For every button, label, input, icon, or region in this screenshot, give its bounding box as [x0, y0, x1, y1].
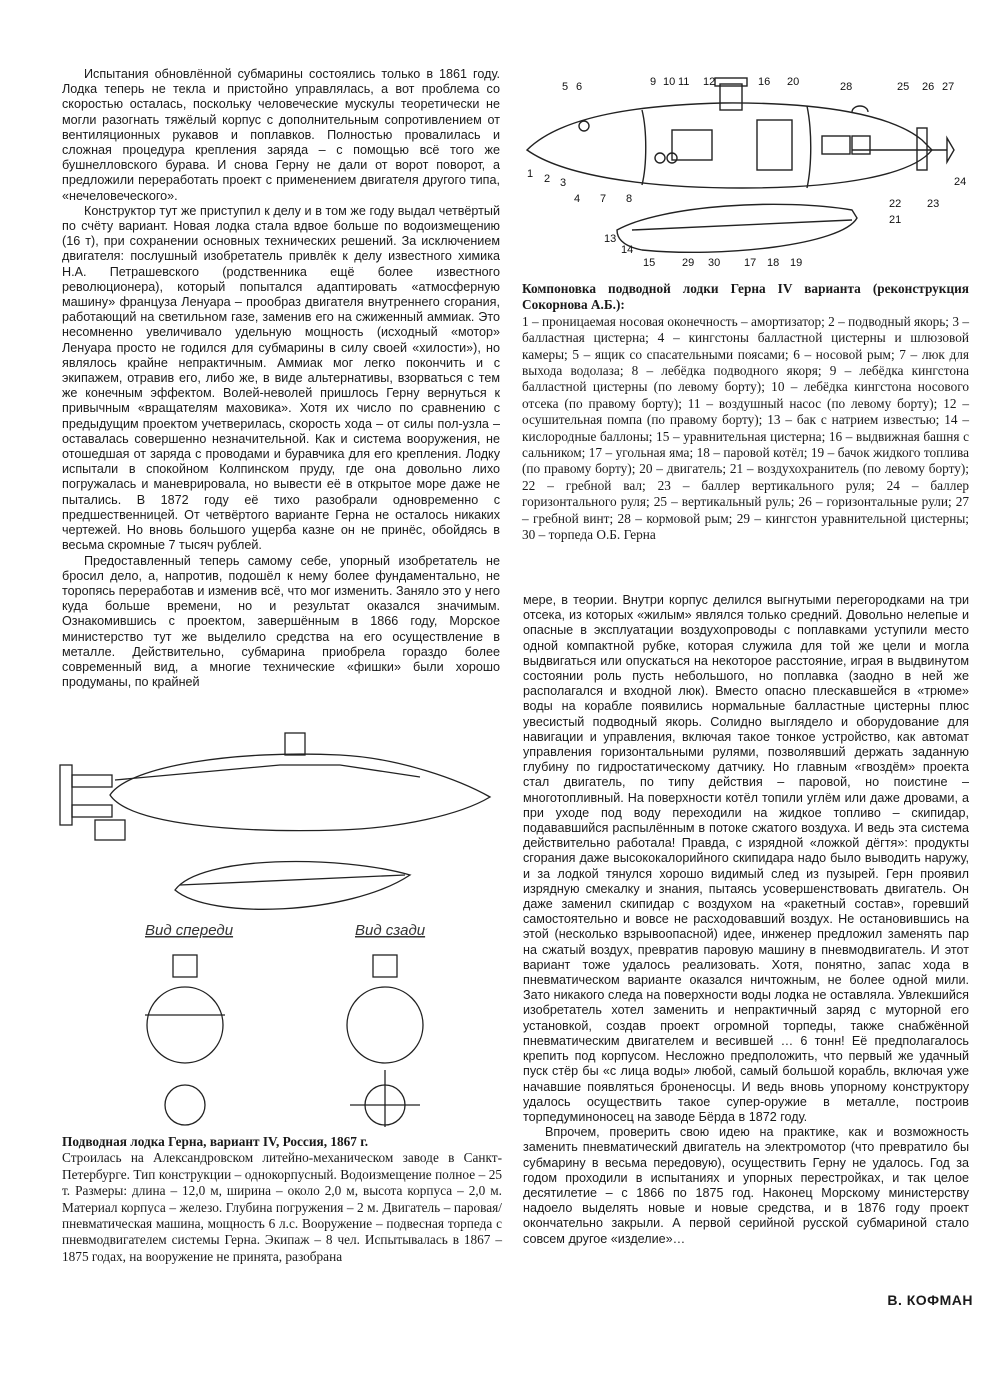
caption-title: Компоновка подводной лодки Герна IV варианта (реконструкция Сокорнова А.Б.): [522, 281, 969, 313]
callout-label: 19 [790, 257, 803, 269]
submarine-layout-drawing [522, 70, 972, 275]
callout-label: 1 [527, 168, 534, 180]
rear-view-hull [347, 987, 423, 1063]
front-view-label: Вид спереди [145, 922, 234, 939]
author-signature: В. КОФМАН [887, 1292, 973, 1308]
callout-label: 9 [650, 76, 657, 88]
callout-label: 7 [600, 193, 607, 205]
callout-label: 14 [621, 244, 634, 256]
article-left-column [62, 67, 500, 690]
callout-label: 20 [787, 76, 800, 88]
callout-label: 3 [560, 177, 567, 189]
callout-label: 11 [678, 76, 690, 88]
callout-label: 22 [889, 198, 902, 210]
callout-label: 5 [562, 81, 569, 93]
views-caption [62, 1134, 502, 1265]
callout-label: 8 [626, 193, 633, 205]
layout-caption [522, 281, 969, 544]
torpedo-outline [617, 204, 857, 252]
callout-label: 18 [767, 257, 780, 269]
callout-label: 28 [840, 81, 853, 93]
callout-label: 25 [897, 81, 910, 93]
layout-svg [522, 70, 972, 275]
callout-label: 17 [744, 257, 757, 269]
paragraph: Впрочем, проверить свою идею на практике, как и возможность заменить пневматический двигатель на электромотор (что превратило бы субмарину в весьма передовую), осуществить Герну не удалось. Год за годом проходили в испытаниях и упорных перестройках, и так целое десятилетие – с 1866 по 1875 год. Наконец Морскому министерству надоело выделять новые и новые средства, и в 1876 году проект окончательно закрыли. А первой серийной русской субмариной стало совсем другое «изделие»… [523, 1125, 969, 1246]
callout-label: 29 [682, 257, 695, 269]
paragraph: Конструктор тут же приступил к делу и в том же году выдал четвёртый по счёту вариант. Новая лодка стала вдвое больше по водоизмещению (16 т), при сохранении основных технических решений. За исключением двигателя: послушный изобретатель привлёк к делу известного химика Н.А. Петрашевского (родственника ещё более известного революционера), который попытался адаптировать «атмосферную машину» француза Ленуара – прообраз двигателя внутреннего сгорания, работающий на светильном газе, заменив его на сжиженный аммиак. Это несомненно увеличивало удельную мощность (исходный «мотор» Ленуара просто не годился для субмарины в силу своей «хилости»), но являлось крайне непрактичным. Аммиак мог легко покончить и с экипажем, отравив его, либо же, в виде альтернативы, взорваться с тем же конечным эффектом. Волей-неволей пришлось Герну вернуться к привычным «вращателям маховика». Хотя их число по сравнению с предыдущим проектом учетверилась, скорость хода – от силы пол-узла – оставалась совершенно незначительной. Как и система вооружения, не отошедшая от заряда с проводами и буравчика для его крепления. Лодку испытали в спокойном Колпинском пруду, где она довольно лихо погружалась и маневрировала, но вывести её в открытое море даже не пытались. В 1872 году её тихо разобрали одновременно с предшественницей. От четвёртого варианте Герна не осталось никаких чертежей. Но вновь большого ущерба казне он не принёс, обойдясь в весьма скромные 7 тысяч рублей. [62, 203, 500, 553]
callout-label: 30 [708, 257, 721, 269]
caption-body: Строилась на Александровском литейно-механическом заводе в Санкт-Петербурге. Тип конструкции – однокорпусный. Водоизмещение полное – 25 т. Размеры: длина – 12,0 м, ширина – около 2,0 м, высота корпуса – 2,0 м. Материал корпуса – железо. Глубина погружения – 2 м. Двигатель – паровая/пневматическая машина, мощность 6 л.с. Вооружение – подвесная торпеда с пневмодвигателем системы Герна. Экипаж – 8 чел. Испытывалась в 1867 – 1875 годах, на вооружение не принята, разобрана [62, 1150, 502, 1264]
callout-label: 16 [758, 76, 771, 88]
callout-label: 24 [954, 176, 967, 188]
callout-label: 4 [574, 193, 581, 205]
caption-body: 1 – проницаемая носовая оконечность – амортизатор; 2 – подводный якорь; 3 – балластная цистерна; 4 – кингстоны балластной цистерны и шлюзовой камеры; 5 – ящик со спасательными поясами; 6 – носовой рым; 7 – люк для выхода водолаза; 8 – лебёдка подводного якоря; 9 – лебёдка кингстона балластной цистерны (по левому борту); 10 – лебёдка кингстона носового отсека (по правому борту); 11 – воздушный насос (по левому борту); 12 – осушительная помпа (по правому борту); 13 – бак с натрием известью; 14 – кислородные баллоны; 15 – уравнительная цистерна; 16 – выдвижная башня с сальником; 17 – угольная яма; 18 – паровой котёл; 19 – бачок жидкого топлива (по правому борту); 20 – двигатель; 21 – воздухохранитель (по левому борту); 22 – гребной вал; 23 – баллер вертикального руля; 24 – баллер горизонтального руля; 25 – вертикальный руль; 26 – горизонтальные рули; 27 – гребной винт; 28 – кормовой рым; 29 – кингстон уравнительной цистерны; 30 – торпеда О.Б. Герна [522, 313, 969, 543]
paragraph: мере, в теории. Внутри корпус делился выгнутыми перегородками на три отсека, из которых «жилым» являлся только средний. Довольно нелепые и опасные в эксплуатации воздухопроводы с поплавками уступили место одной компактной рубке, которая служила для той же цели и могла выдвигаться или опускаться на некоторое расстояние, играя в выдвинутом состоянии роль пусть небольшого, но поплавка (заодно в ней же располагался и входной люк). Вместо опасно плескавшейся в «трюме» воды на корабле появились нормальные балластные цистерны плюс увесистый подводный якорь. Солидно выглядело и оборудование для навигации и управления, включая такое тонкое устройство, как автомат управления горизонтальными рулями, позволявший держать заданную глубину по гидростатическому датчику. Но главным «гвоздём» проекта стал двигатель, по типу действия – паровой, но поистине – многотопливный. На поверхности котёл топили углём или даже дровами, а при уходе под воду переходили на жидкое топливо – скипидар, подававшийся распылённым в потоке сжатого воздуха. И ведь эта система действительно работала! Правда, с изрядной «ложкой дёгтя»: продукты сгорания даже высококалорийного скипидара надо было выводить наружу, и за лодкой тянулся хорошо видимый след из пузырей. Герн проявил изрядную смекалку и знания, пытаясь усовершенствовать двигатель. Он даже заменил скипидар с воздухом на «ракетный состав», горевший самостоятельно и вовсе не расходовавший воздух. Не остановившись на этой (несколько взрывоопасной) идее, инженер предложил заменять пар на сжатый воздух, превратив паровую машину в пневмодвигатель. И этот вариант тоже удалось реализовать. Хотя, понятно, запас хода в пневматическом варианте оказался ничтожным, не более одной мили. Зато никакого следа на поверхности воды лодка не оставляла. Увлекшийся изобретатель хотел заменить и непрактичный заряд с муторной его установкой, создав проект огромной торпеды, также снабжённой пневматическим двигателем и весившей … 6 тонн! Её предполагалось крепить под корпусом. Несложно предположить, что первый же удачный пуск стёр бы «с лица воды» любой, самый большой корабль, включая уже начавшие появляться броненосцы. И ведь вновь упорному конструктору удалось осуществить такое супер-оружие в металле, построив торпедуминоносец на заводе Бёрда в 1872 году. [523, 593, 969, 1124]
callout-label: 12 [703, 76, 716, 88]
callout-label: 10 [663, 76, 676, 88]
views-svg [40, 725, 505, 1130]
hull-outline [527, 103, 932, 188]
callout-label: 15 [643, 257, 656, 269]
paragraph: Предоставленный теперь самому себе, упорный изобретатель не бросил дело, а, напротив, подошёл к нему более фундаментально, не торопясь переработав и изменив всё, что мог изменить. Заняло это у него куда больше времени, но и результат оказался значимым. Ознакомившись с проектом, завершённым в 1866 году, Морское министерство тут же выделило средства на его осуществление в металле. Действительно, субмарина приобрела гораздо более современный вид, а многие технические «фишки» были хорошо продуманы, по крайней [62, 553, 500, 690]
callout-label: 6 [576, 81, 583, 93]
callout-label: 23 [927, 198, 940, 210]
front-view-hull [147, 987, 223, 1063]
callout-label: 21 [889, 214, 902, 226]
submarine-views-drawing [40, 725, 505, 1130]
paragraph: Испытания обновлённой субмарины состоялись только в 1861 году. Лодка теперь не текла и пристойно управлялась, а вот проблема со скоростью осталась, поскольку человеческие мускулы теоретически не могли разогнать тяжёлый корпус с дополнительным сопротивлением от вентиляционных рукавов и поплавков. Полностью провалилась и сложная процедура крепления заряда – с помощью всё того же бушнелловского бурава. И снова Герну не дали от ворот поворот, а предложили переработать проект с применением двигателя другого типа, «нечеловеческого». [62, 67, 500, 203]
article-right-column [523, 593, 969, 1247]
conning-tower [720, 84, 742, 110]
callout-label: 26 [922, 81, 935, 93]
callout-label: 27 [942, 81, 955, 93]
rear-view-label: Вид сзади [355, 922, 426, 939]
caption-title: Подводная лодка Герна, вариант IV, Россия, 1867 г. [62, 1134, 369, 1149]
callout-label: 2 [544, 173, 551, 185]
callout-label: 13 [604, 233, 617, 245]
torpedo-view [175, 861, 410, 909]
